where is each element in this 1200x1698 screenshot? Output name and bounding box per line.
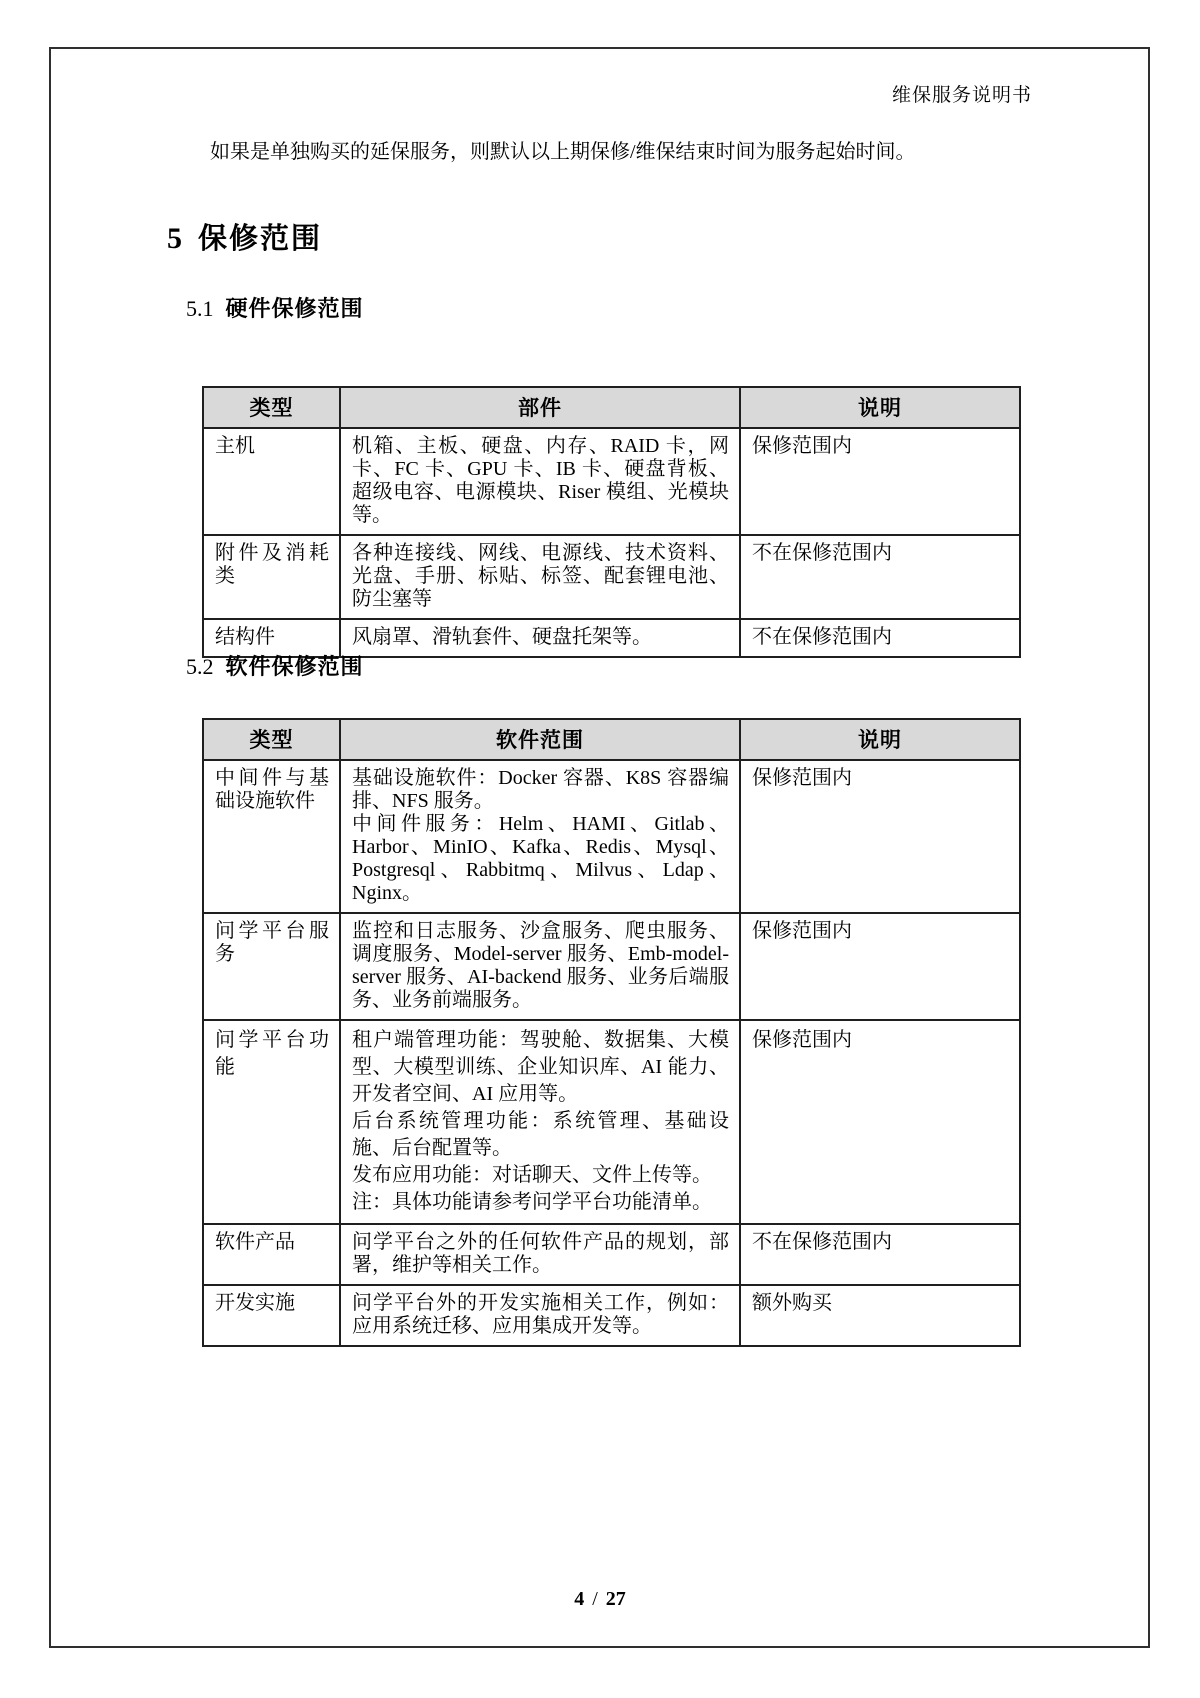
table-row <box>203 1020 1020 1224</box>
scope-paragraph: 监控和日志服务、沙盒服务、爬虫服务、调度服务、Model-server 服务、Emb-model-server 服务、AI-backend 服务、业务后端服务、业务前端服务。 <box>352 920 729 1011</box>
cell-note: 不在保修范围内 <box>740 619 1020 657</box>
total-pages: 27 <box>605 1588 626 1610</box>
cell-note: 保修范围内 <box>740 913 1020 1020</box>
scope-paragraph: 基础设施软件：Docker 容器、K8S 容器编排、NFS 服务。 <box>352 767 729 812</box>
section-number: 5.1 <box>186 296 214 321</box>
table-row <box>203 535 1020 619</box>
section-title: 硬件保修范围 <box>225 296 364 321</box>
cell-type: 中间件与基础设施软件 <box>203 760 340 913</box>
cell-type: 软件产品 <box>203 1224 340 1285</box>
section-heading-5-1 <box>186 292 364 323</box>
column-header-note: 说明 <box>740 719 1020 760</box>
column-header-note: 说明 <box>740 387 1020 428</box>
cell-note: 保修范围内 <box>740 760 1020 913</box>
section-heading-5-2 <box>186 650 364 681</box>
cell-parts: 机箱、主板、硬盘、内存、RAID 卡，网卡、FC 卡、GPU 卡、IB 卡、硬盘背板、超级电容、电源模块、Riser 模组、光模块等。 <box>340 428 740 535</box>
scope-paragraph: 后台系统管理功能：系统管理、基础设施、后台配置等。 <box>352 1110 729 1159</box>
cell-type: 主机 <box>203 428 340 535</box>
column-header-scope: 软件范围 <box>340 719 740 760</box>
scope-paragraph: 注：具体功能请参考问学平台功能清单。 <box>352 1191 712 1213</box>
cell-scope <box>340 760 740 913</box>
section-number: 5.2 <box>186 654 214 679</box>
table-row <box>203 760 1020 913</box>
cell-type: 问学平台功能 <box>203 1020 340 1224</box>
cell-type: 结构件 <box>203 619 340 657</box>
table-row <box>203 1224 1020 1285</box>
table-row <box>203 913 1020 1020</box>
scope-paragraph: 中间件服务：Helm、HAMI、Gitlab、Harbor、MinIO、Kafka、Redis、Mysql、Postgresql、Rabbitmq、Milvus、Ldap、Nginx。 <box>352 813 729 904</box>
cell-parts: 风扇罩、滑轨套件、硬盘托架等。 <box>340 619 740 657</box>
section-title: 保修范围 <box>198 223 323 255</box>
hardware-warranty-table <box>202 386 1021 658</box>
document-header-title: 维保服务说明书 <box>891 85 1032 106</box>
current-page-number: 4 <box>574 1588 585 1610</box>
cell-note: 不在保修范围内 <box>740 535 1020 619</box>
section-number: 5 <box>167 222 182 255</box>
cell-note: 保修范围内 <box>740 1020 1020 1224</box>
cell-type: 开发实施 <box>203 1285 340 1346</box>
scope-paragraph: 发布应用功能：对话聊天、文件上传等。 <box>352 1164 712 1186</box>
intro-paragraph: 如果是单独购买的延保服务，则默认以上期保修/维保结束时间为服务起始时间。 <box>210 141 916 163</box>
table-row <box>203 1285 1020 1346</box>
column-header-type: 类型 <box>203 719 340 760</box>
cell-type: 附件及消耗类 <box>203 535 340 619</box>
scope-paragraph: 问学平台之外的任何软件产品的规划，部署，维护等相关工作。 <box>352 1231 729 1276</box>
cell-parts: 各种连接线、网线、电源线、技术资料、光盘、手册、标贴、标签、配套锂电池、防尘塞等 <box>340 535 740 619</box>
scope-paragraph: 问学平台外的开发实施相关工作，例如：应用系统迁移、应用集成开发等。 <box>352 1292 729 1337</box>
section-heading-5 <box>167 216 322 257</box>
cell-scope <box>340 1224 740 1285</box>
column-header-parts: 部件 <box>340 387 740 428</box>
page-number-separator: / <box>592 1588 598 1610</box>
section-title: 软件保修范围 <box>225 654 364 679</box>
cell-scope <box>340 1285 740 1346</box>
software-warranty-table <box>202 718 1021 1347</box>
table-header-row <box>203 387 1020 428</box>
table-row <box>203 428 1020 535</box>
cell-scope <box>340 913 740 1020</box>
table-header-row <box>203 719 1020 760</box>
cell-type: 问学平台服务 <box>203 913 340 1020</box>
cell-note: 额外购买 <box>740 1285 1020 1346</box>
page-footer <box>0 1588 1200 1611</box>
column-header-type: 类型 <box>203 387 340 428</box>
scope-paragraph: 租户端管理功能：驾驶舱、数据集、大模型、大模型训练、企业知识库、AI 能力、开发者空间、AI 应用等。 <box>352 1029 729 1105</box>
cell-note: 保修范围内 <box>740 428 1020 535</box>
cell-note: 不在保修范围内 <box>740 1224 1020 1285</box>
cell-scope <box>340 1020 740 1224</box>
